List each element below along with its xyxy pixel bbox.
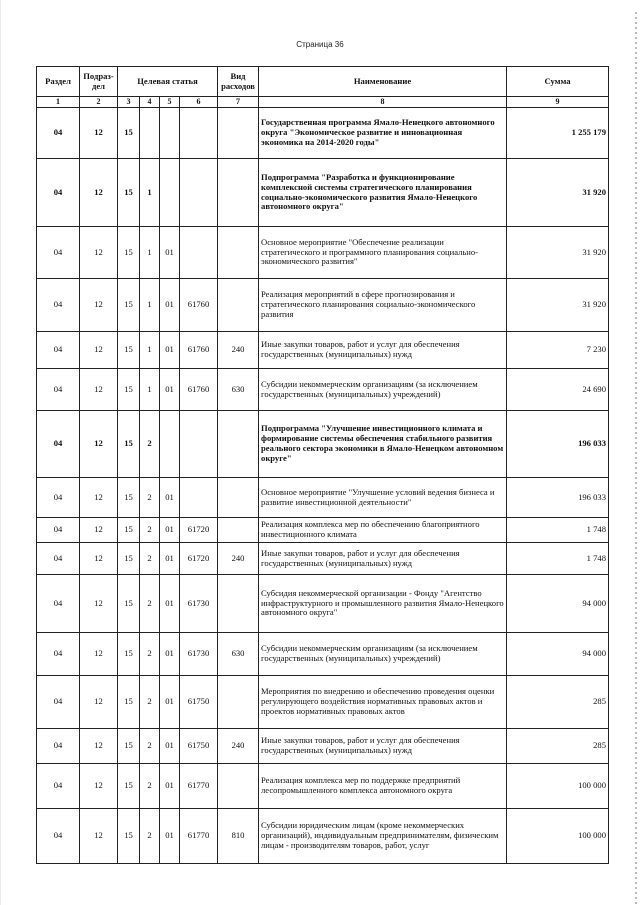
cell-podrazdel: 12 (80, 108, 118, 159)
cell-cs-subprogram: 2 (140, 764, 160, 809)
cell-razdel: 04 (37, 729, 80, 764)
cell-cs-direction: 61720 (180, 518, 218, 543)
cell-cs-subprogram: 1 (140, 227, 160, 279)
cell-razdel: 04 (37, 809, 80, 864)
cell-summa: 196 033 (507, 478, 609, 518)
cell-cs-program: 15 (118, 676, 140, 729)
cell-summa: 285 (507, 676, 609, 729)
cell-cs-subprogram: 1 (140, 279, 160, 332)
cell-podrazdel: 12 (80, 633, 118, 676)
cell-cs-program: 15 (118, 332, 140, 369)
cell-summa: 285 (507, 729, 609, 764)
cell-summa: 31 920 (507, 159, 609, 227)
table-row (37, 729, 609, 764)
cell-cs-direction: 61730 (180, 633, 218, 676)
cell-podrazdel: 12 (80, 227, 118, 279)
col-number: 9 (507, 97, 609, 108)
cell-razdel: 04 (37, 575, 80, 633)
cell-cs-direction (180, 227, 218, 279)
cell-vid-rashodov (218, 227, 259, 279)
cell-podrazdel: 12 (80, 411, 118, 478)
cell-cs-event: 01 (160, 518, 180, 543)
cell-summa: 100 000 (507, 764, 609, 809)
cell-naimenovanie: Реализация комплекса мер по обеспечению благоприятного инвестиционного климата (259, 518, 507, 543)
cell-razdel: 04 (37, 764, 80, 809)
cell-cs-direction (180, 478, 218, 518)
cell-vid-rashodov (218, 478, 259, 518)
cell-cs-subprogram: 2 (140, 729, 160, 764)
cell-vid-rashodov (218, 159, 259, 227)
cell-cs-subprogram (140, 108, 160, 159)
cell-cs-program: 15 (118, 279, 140, 332)
cell-vid-rashodov: 240 (218, 543, 259, 575)
cell-cs-event: 01 (160, 279, 180, 332)
cell-cs-event: 01 (160, 227, 180, 279)
cell-cs-event: 01 (160, 809, 180, 864)
cell-summa: 1 748 (507, 518, 609, 543)
cell-podrazdel: 12 (80, 764, 118, 809)
cell-naimenovanie: Иные закупки товаров, работ и услуг для обеспечения государственных (муниципальных) нужд (259, 332, 507, 369)
cell-naimenovanie: Субсидия некоммерческой организации - Фонду "Агентство инфраструктурного и промышленного развития Ямало-Ненецкого автономного округа" (259, 575, 507, 633)
col-number: 3 (118, 97, 140, 108)
cell-cs-program: 15 (118, 108, 140, 159)
cell-cs-event (160, 108, 180, 159)
header-celevaya-statya: Целевая статья (118, 67, 218, 97)
cell-cs-subprogram: 2 (140, 633, 160, 676)
cell-summa: 1 748 (507, 543, 609, 575)
table-row (37, 411, 609, 478)
cell-cs-program: 15 (118, 227, 140, 279)
cell-cs-program: 15 (118, 633, 140, 676)
cell-cs-event: 01 (160, 729, 180, 764)
cell-cs-subprogram: 1 (140, 369, 160, 411)
cell-cs-subprogram: 2 (140, 575, 160, 633)
cell-summa: 94 000 (507, 575, 609, 633)
cell-cs-direction: 61770 (180, 764, 218, 809)
cell-summa: 31 920 (507, 227, 609, 279)
cell-naimenovanie: Реализация комплекса мер по поддержке предприятий лесопромышленного комплекса автономного округа (259, 764, 507, 809)
cell-naimenovanie: Субсидии юридическим лицам (кроме некоммерческих организаций), индивидуальным предпринимателям, физическим лицам - производителям товаров, работ, услуг (259, 809, 507, 864)
cell-summa: 24 690 (507, 369, 609, 411)
cell-cs-event: 01 (160, 764, 180, 809)
cell-podrazdel: 12 (80, 809, 118, 864)
cell-vid-rashodov (218, 676, 259, 729)
cell-cs-event: 01 (160, 575, 180, 633)
table-row (37, 764, 609, 809)
column-number-row (37, 97, 609, 108)
cell-cs-direction (180, 411, 218, 478)
cell-razdel: 04 (37, 411, 80, 478)
cell-podrazdel: 12 (80, 159, 118, 227)
cell-naimenovanie: Субсидии некоммерческим организациям (за исключением государственных (муниципальных) учреждений) (259, 633, 507, 676)
cell-razdel: 04 (37, 633, 80, 676)
cell-naimenovanie: Подпрограмма "Разработка и функционирование комплексной системы стратегического планирования социально-экономического развития Ямало-Ненецкого автономного округа" (259, 159, 507, 227)
cell-cs-subprogram: 2 (140, 543, 160, 575)
table-row (37, 478, 609, 518)
cell-cs-event: 01 (160, 332, 180, 369)
cell-naimenovanie: Реализация мероприятий в сфере прогнозирования и стратегического планирования социально-экономического развития (259, 279, 507, 332)
col-number: 7 (218, 97, 259, 108)
cell-cs-direction: 61750 (180, 729, 218, 764)
cell-podrazdel: 12 (80, 729, 118, 764)
header-podrazdel: Подраз- дел (80, 67, 118, 97)
cell-razdel: 04 (37, 676, 80, 729)
scan-edge-left (0, 0, 1, 905)
col-number: 1 (37, 97, 80, 108)
table-row (37, 332, 609, 369)
table-row (37, 369, 609, 411)
cell-cs-subprogram: 2 (140, 411, 160, 478)
table-row (37, 543, 609, 575)
cell-cs-program: 15 (118, 575, 140, 633)
cell-cs-program: 15 (118, 518, 140, 543)
cell-cs-direction: 61720 (180, 543, 218, 575)
cell-cs-direction: 61730 (180, 575, 218, 633)
cell-cs-event: 01 (160, 478, 180, 518)
cell-vid-rashodov: 240 (218, 729, 259, 764)
table-row (37, 575, 609, 633)
cell-summa: 94 000 (507, 633, 609, 676)
table-row (37, 676, 609, 729)
cell-cs-direction (180, 108, 218, 159)
cell-naimenovanie: Мероприятия по внедрению и обеспечению проведения оценки регулирующего воздействия нормативных правовых актов и проектов нормативных правовых актов (259, 676, 507, 729)
cell-podrazdel: 12 (80, 676, 118, 729)
cell-cs-subprogram: 2 (140, 809, 160, 864)
table-row (37, 159, 609, 227)
header-razdel: Раздел (37, 67, 80, 97)
cell-vid-rashodov (218, 108, 259, 159)
page-label: Страница 36 (296, 40, 344, 49)
cell-cs-subprogram: 2 (140, 676, 160, 729)
cell-naimenovanie: Иные закупки товаров, работ и услуг для обеспечения государственных (муниципальных) нужд (259, 543, 507, 575)
col-number: 6 (180, 97, 218, 108)
cell-vid-rashodov: 630 (218, 369, 259, 411)
cell-razdel: 04 (37, 108, 80, 159)
cell-cs-direction: 61770 (180, 809, 218, 864)
cell-cs-event: 01 (160, 369, 180, 411)
header-naimenovanie: Наименование (259, 67, 507, 97)
budget-table (36, 66, 609, 864)
cell-naimenovanie: Иные закупки товаров, работ и услуг для обеспечения государственных (муниципальных) нужд (259, 729, 507, 764)
cell-vid-rashodov: 810 (218, 809, 259, 864)
cell-naimenovanie: Подпрограмма "Улучшение инвестиционного климата и формирование системы обеспечения стабильного развития реального сектора экономики в Ямало-Ненецком автономном округе" (259, 411, 507, 478)
col-number: 2 (80, 97, 118, 108)
table-row (37, 108, 609, 159)
cell-podrazdel: 12 (80, 518, 118, 543)
cell-naimenovanie: Основное мероприятие "Улучшение условий ведения бизнеса и развитие инвестиционной деятельности" (259, 478, 507, 518)
cell-cs-direction (180, 159, 218, 227)
cell-cs-program: 15 (118, 159, 140, 227)
cell-cs-event: 01 (160, 543, 180, 575)
cell-podrazdel: 12 (80, 575, 118, 633)
cell-podrazdel: 12 (80, 279, 118, 332)
cell-razdel: 04 (37, 369, 80, 411)
cell-cs-program: 15 (118, 764, 140, 809)
cell-cs-event: 01 (160, 676, 180, 729)
cell-cs-direction: 61760 (180, 332, 218, 369)
cell-cs-subprogram: 2 (140, 518, 160, 543)
cell-vid-rashodov (218, 764, 259, 809)
cell-cs-program: 15 (118, 411, 140, 478)
table-row (37, 227, 609, 279)
cell-cs-event: 01 (160, 633, 180, 676)
cell-vid-rashodov: 240 (218, 332, 259, 369)
cell-cs-subprogram: 1 (140, 332, 160, 369)
cell-summa: 7 230 (507, 332, 609, 369)
cell-naimenovanie: Основное мероприятие "Обеспечение реализации стратегического и программного планирования социально-экономического развития" (259, 227, 507, 279)
cell-cs-event (160, 411, 180, 478)
cell-podrazdel: 12 (80, 369, 118, 411)
cell-cs-program: 15 (118, 729, 140, 764)
header-row (37, 67, 609, 97)
col-number: 8 (259, 97, 507, 108)
scan-edge-right (635, 12, 637, 905)
cell-cs-direction: 61760 (180, 369, 218, 411)
header-summa: Сумма (507, 67, 609, 97)
cell-summa: 196 033 (507, 411, 609, 478)
cell-razdel: 04 (37, 159, 80, 227)
col-number: 5 (160, 97, 180, 108)
table-row (37, 518, 609, 543)
cell-razdel: 04 (37, 518, 80, 543)
cell-vid-rashodov (218, 518, 259, 543)
cell-vid-rashodov: 630 (218, 633, 259, 676)
cell-naimenovanie: Субсидии некоммерческим организациям (за исключением государственных (муниципальных) учреждений) (259, 369, 507, 411)
cell-razdel: 04 (37, 279, 80, 332)
cell-summa: 100 000 (507, 809, 609, 864)
col-number: 4 (140, 97, 160, 108)
cell-cs-subprogram: 1 (140, 159, 160, 227)
cell-razdel: 04 (37, 543, 80, 575)
cell-summa: 1 255 179 (507, 108, 609, 159)
cell-cs-subprogram: 2 (140, 478, 160, 518)
cell-vid-rashodov (218, 411, 259, 478)
cell-podrazdel: 12 (80, 478, 118, 518)
cell-summa: 31 920 (507, 279, 609, 332)
cell-cs-event (160, 159, 180, 227)
cell-cs-direction: 61750 (180, 676, 218, 729)
cell-cs-direction: 61760 (180, 279, 218, 332)
cell-cs-program: 15 (118, 809, 140, 864)
cell-razdel: 04 (37, 478, 80, 518)
header-vid-rashodov: Вид расходов (218, 67, 259, 97)
table-row (37, 633, 609, 676)
cell-cs-program: 15 (118, 543, 140, 575)
table-row (37, 279, 609, 332)
cell-cs-program: 15 (118, 369, 140, 411)
cell-podrazdel: 12 (80, 332, 118, 369)
cell-cs-program: 15 (118, 478, 140, 518)
cell-podrazdel: 12 (80, 543, 118, 575)
cell-vid-rashodov (218, 279, 259, 332)
cell-razdel: 04 (37, 332, 80, 369)
cell-vid-rashodov (218, 575, 259, 633)
cell-naimenovanie: Государственная программа Ямало-Ненецкого автономного округа "Экономическое развитие и инновационная экономика на 2014-2020 годы" (259, 108, 507, 159)
table-row (37, 809, 609, 864)
cell-razdel: 04 (37, 227, 80, 279)
